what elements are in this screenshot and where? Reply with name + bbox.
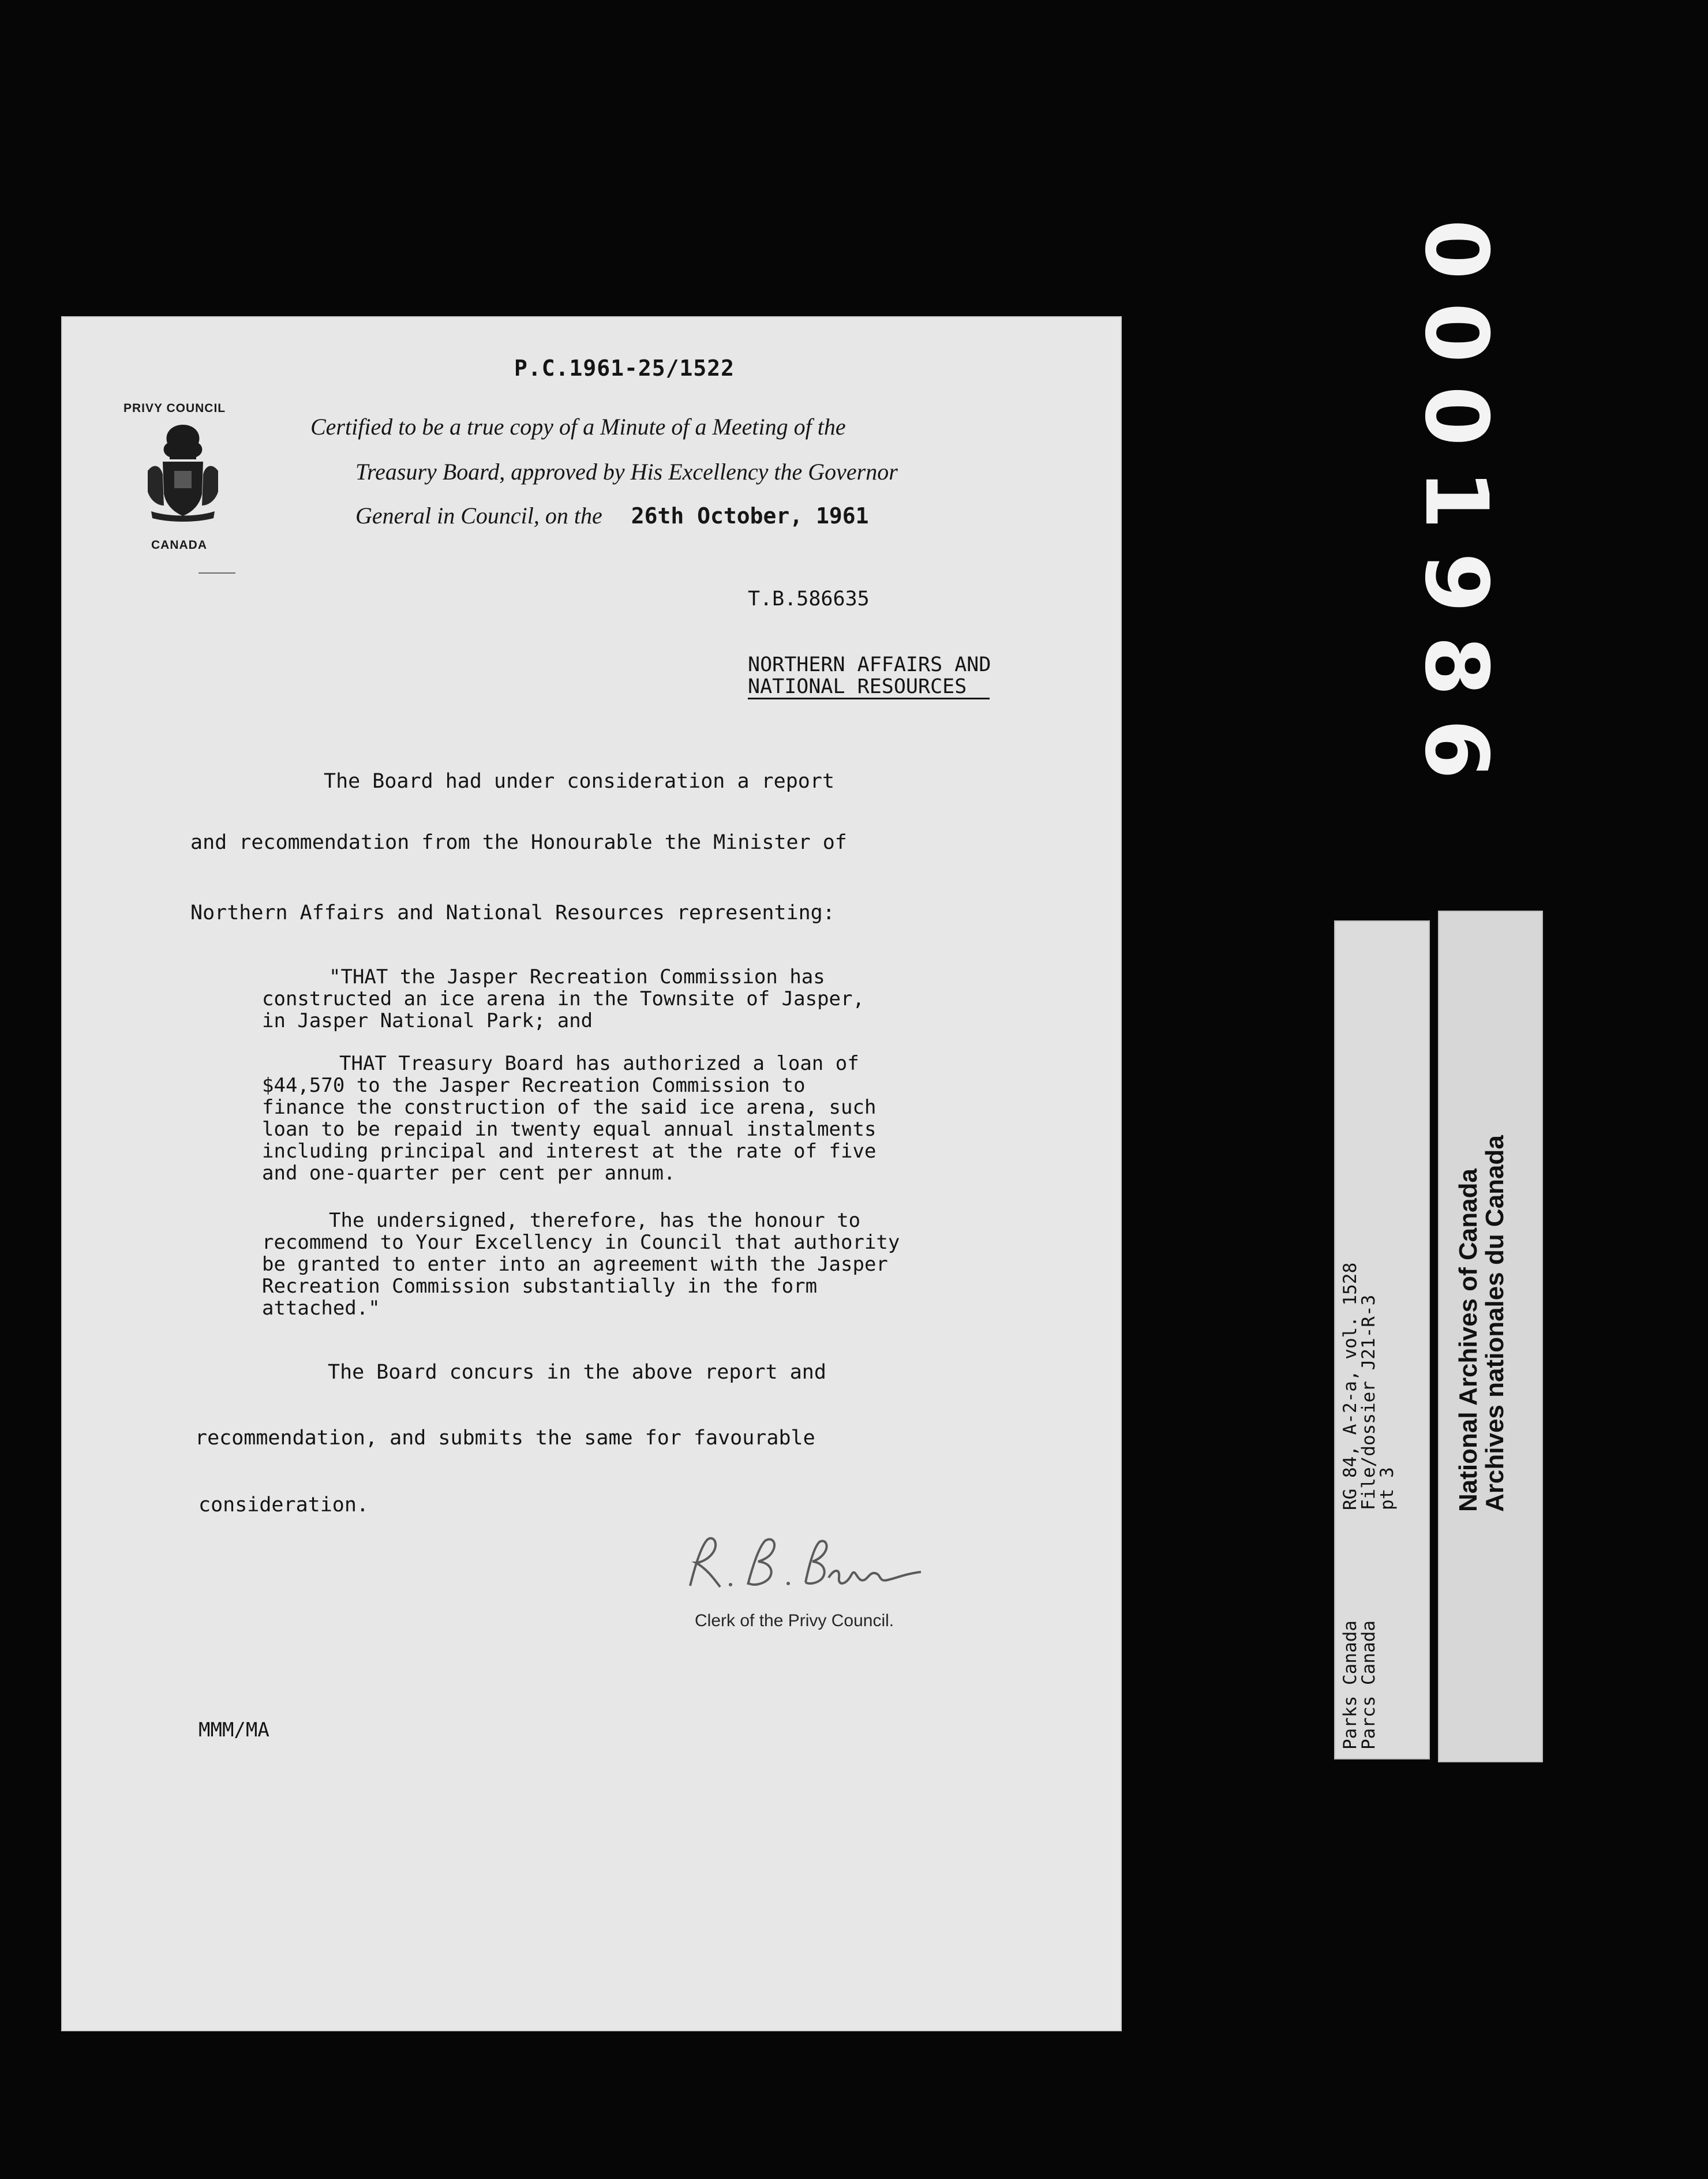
certification-line3 (355, 502, 869, 529)
quote3-line: attached." (262, 1297, 380, 1320)
concur-line2: recommendation, and submits the same for favourable (195, 1427, 815, 1450)
archives-english: National Archives of Canada (1454, 1169, 1482, 1512)
archives-name-label (1438, 911, 1543, 1762)
handwritten-signature (673, 1522, 938, 1603)
quote-paragraph-1 (262, 966, 864, 1032)
body-line1: The Board had under consideration a report (324, 770, 835, 793)
divider-line (198, 572, 235, 574)
coat-of-arms-icon (140, 419, 226, 523)
meeting-date: 26th October, 1961 (631, 503, 869, 529)
body-line2: and recommendation from the Honourable the Minister of (190, 831, 847, 854)
archive-ref-line1: RG 84, A-2-a, vol. 1528 (1340, 1262, 1361, 1510)
quote1-line: "THAT the Jasper Recreation Commission has (329, 965, 825, 989)
quote3-line: recommend to Your Excellency in Council that authority (262, 1231, 900, 1254)
agency-french: Parcs Canada (1358, 1620, 1379, 1750)
archives-name-lines (1455, 1135, 1508, 1512)
quote2-line: and one-quarter per cent per annum. (262, 1162, 676, 1185)
quote2-line: $44,570 to the Jasper Recreation Commission to (262, 1074, 806, 1097)
archive-reference-lines (1341, 1263, 1396, 1510)
quote3-line: be granted to enter into an agreement with the Jasper (262, 1253, 888, 1276)
reel-number-strip (1406, 219, 1508, 803)
certification-line2: Treasury Board, approved by His Excellency the Governor (355, 459, 898, 485)
quote1-line: in Jasper National Park; and (262, 1009, 593, 1032)
archive-reference-label (1334, 920, 1430, 1759)
pc-number: P.C.1961-25/1522 (514, 355, 735, 381)
quote2-line: THAT Treasury Board has authorized a loan of (339, 1052, 859, 1075)
quote2-line: loan to be repaid in twenty equal annual instalments (262, 1118, 877, 1141)
agency-english: Parks Canada (1340, 1620, 1361, 1750)
department-line2: NATIONAL RESOURCES (748, 676, 990, 699)
quote2-line: finance the construction of the said ice arena, such (262, 1096, 877, 1119)
tb-number: T.B.586635 (748, 587, 870, 611)
archive-ref-line3: pt 3 (1377, 1467, 1398, 1510)
certification-line1: Certified to be a true copy of a Minute of a Meeting of the (310, 414, 846, 440)
department-line1: NORTHERN AFFAIRS AND (748, 653, 991, 676)
quote1-line: constructed an ice arena in the Townsite of Jasper, (262, 987, 864, 1010)
archive-ref-line2: File/dossier J21-R-3 (1358, 1294, 1379, 1510)
concur-line1: The Board concurs in the above report and (328, 1361, 826, 1384)
reel-number: 0001986 (1406, 219, 1506, 803)
department-heading (748, 654, 991, 699)
quote-paragraph-3 (262, 1210, 900, 1319)
crest-top-label: PRIVY COUNCIL (123, 402, 226, 415)
certification-line3-text: General in Council, on the (355, 503, 602, 529)
quote3-line: Recreation Commission substantially in the form (262, 1275, 818, 1298)
agency-lines (1341, 1620, 1378, 1750)
signature-title: Clerk of the Privy Council. (695, 1611, 894, 1630)
quote-paragraph-2 (262, 1053, 876, 1184)
typist-initials: MMM/MA (198, 1719, 269, 1742)
body-line3: Northern Affairs and National Resources representing: (190, 901, 835, 924)
quote2-line: including principal and interest at the rate of five (262, 1140, 877, 1163)
quote3-line: The undersigned, therefore, has the honour to (329, 1209, 861, 1232)
concur-line3: consideration. (198, 1493, 369, 1517)
document-page (61, 316, 1122, 2031)
archives-french: Archives nationales du Canada (1481, 1135, 1509, 1512)
crest-bottom-label: CANADA (151, 538, 207, 552)
